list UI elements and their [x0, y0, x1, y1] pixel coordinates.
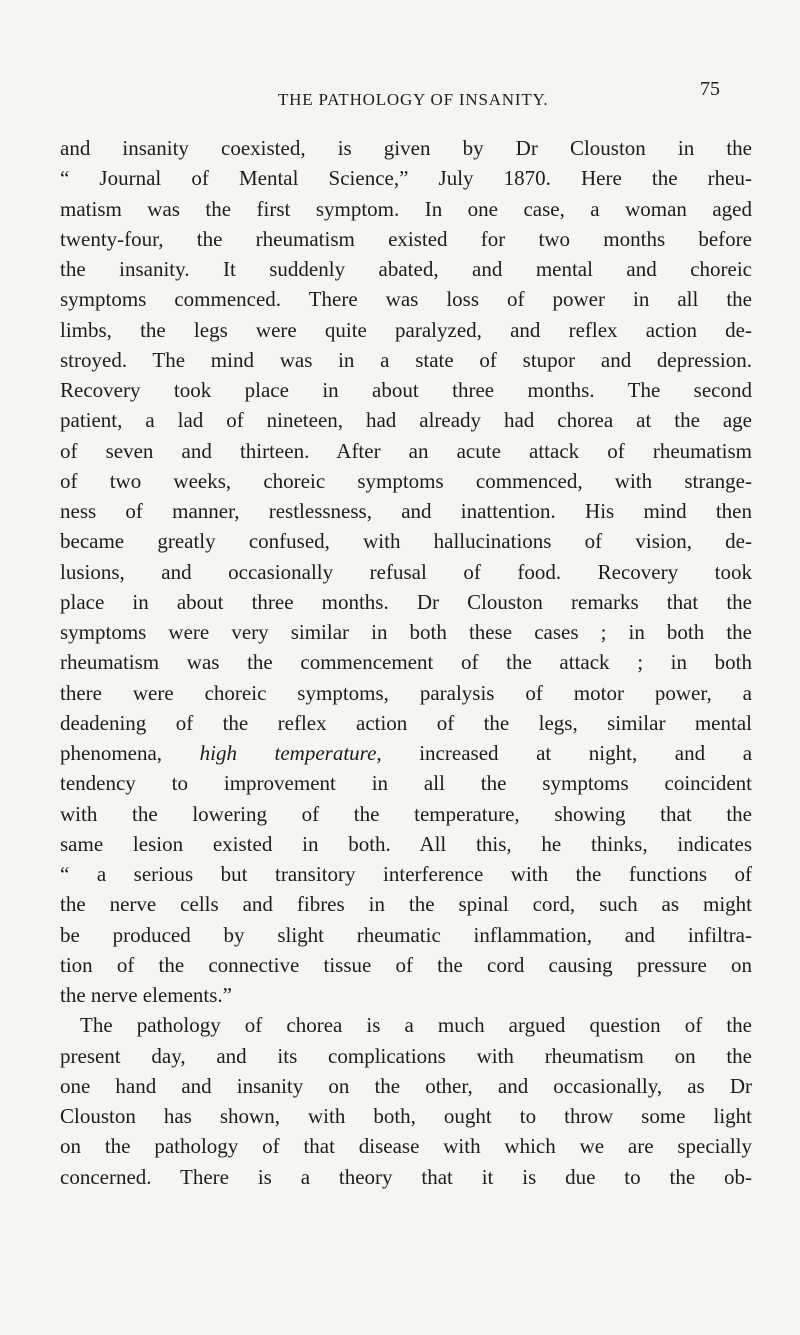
text-line: with the lowering of the temperature, showing that the [60, 801, 752, 826]
text-line: of two weeks, choreic symptoms commenced, with strange- [60, 468, 752, 493]
text-line: concerned. There is a theory that it is due to the ob- [60, 1164, 752, 1189]
text-line: matism was the first symptom. In one case, a woman aged [60, 196, 752, 221]
page-number: 75 [700, 78, 720, 100]
text-line: Clouston has shown, with both, ought to throw some light [60, 1104, 752, 1128]
text-line: deadening of the reflex action of the legs, similar mental [60, 710, 752, 735]
text-line: limbs, the legs were quite paralyzed, and reflex action de- [60, 317, 752, 342]
text-line: ness of manner, restlessness, and inattention. His mind then [60, 499, 752, 523]
text-line: became greatly confused, with hallucinations of vision, de- [60, 529, 752, 554]
body-text [60, 133, 752, 1192]
text-segment: phenomena, [60, 741, 200, 765]
text-segment: , increased at night, and a [376, 741, 752, 765]
text-line: same lesion existed in both. All this, he thinks, indicates [60, 831, 752, 856]
running-title: THE PATHOLOGY OF INSANITY. [278, 90, 549, 109]
text-line: place in about three months. Dr Clouston remarks that the [60, 589, 752, 614]
text-line: be produced by slight rheumatic inflammation, and infiltra- [60, 922, 752, 947]
text-line: and insanity coexisted, is given by Dr Clouston in the [60, 136, 752, 160]
text-line: present day, and its complications with rheumatism on the [60, 1043, 752, 1068]
text-line: lusions, and occasionally refusal of food. Recovery took [60, 559, 752, 584]
text-line: symptoms commenced. There was loss of power in all the [60, 287, 752, 312]
text-line: one hand and insanity on the other, and occasionally, as Dr [60, 1073, 752, 1098]
italic-phrase: high temperature [199, 741, 377, 765]
text-line: Recovery took place in about three months. The second [60, 378, 752, 402]
text-line: rheumatism was the commencement of the attack ; in both [60, 650, 752, 675]
text-line: there were choreic symptoms, paralysis of motor power, a [60, 680, 752, 705]
text-line: the nerve cells and fibres in the spinal cord, such as might [60, 892, 752, 917]
text-line: The pathology of chorea is a much argued question of the [80, 1013, 752, 1038]
text-line: “ a serious but transitory interference with the functions of [60, 862, 752, 886]
text-line: the nerve elements.” [60, 983, 232, 1007]
text-line: “ Journal of Mental Science,” July 1870. Here the rheu- [60, 166, 752, 191]
text-line: patient, a lad of nineteen, had already had chorea at the age [60, 408, 752, 433]
text-line: tendency to improvement in all the symptoms coincident [60, 771, 752, 796]
text-line: tion of the connective tissue of the cord causing pressure on [60, 952, 752, 977]
text-line: stroyed. The mind was in a state of stupor and depression. [60, 347, 752, 372]
text-line: symptoms were very similar in both these cases ; in both the [60, 620, 752, 644]
text-line: on the pathology of that disease with which we are specially [60, 1134, 752, 1159]
running-head [60, 78, 750, 112]
text-line: of seven and thirteen. After an acute attack of rheumatism [60, 438, 752, 463]
text-line: the insanity. It suddenly abated, and mental and choreic [60, 257, 752, 281]
text-line-with-italic [60, 738, 752, 768]
text-line: twenty-four, the rheumatism existed for two months before [60, 226, 752, 251]
